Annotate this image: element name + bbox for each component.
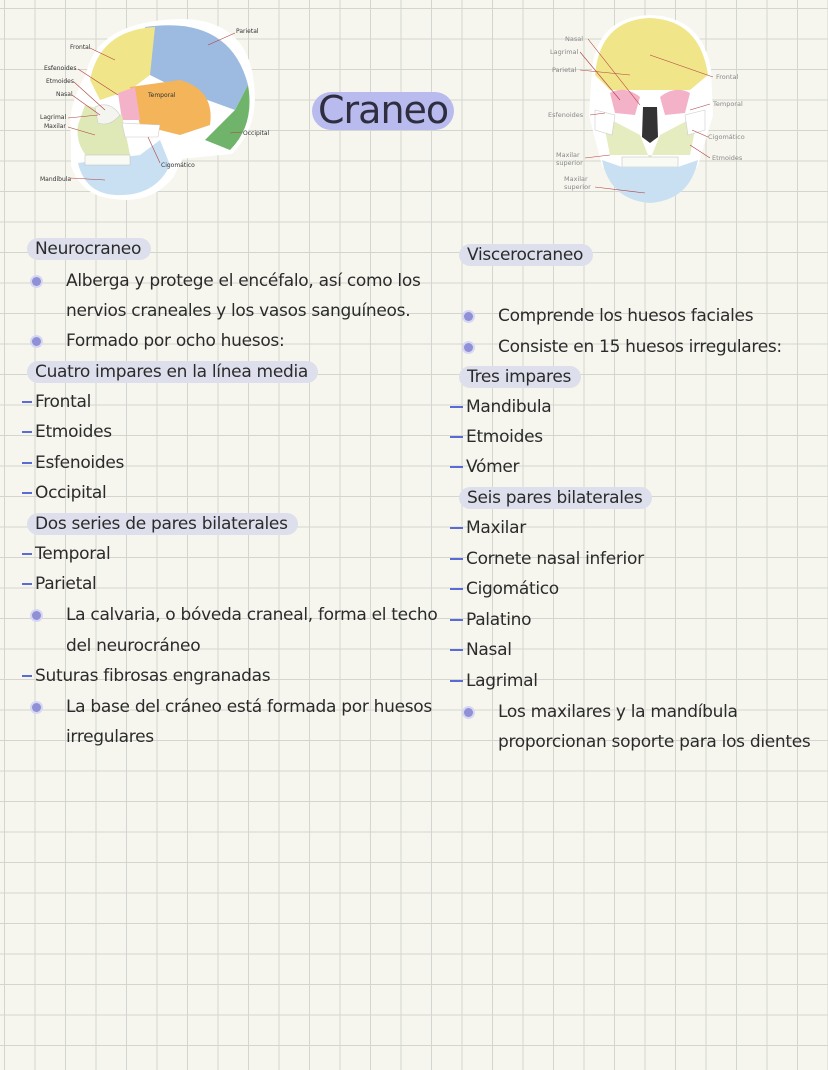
label-esfenoides: Esfenoides	[548, 111, 584, 119]
neuro-item-parietal: Parietal	[22, 573, 96, 595]
label-maxilar-superior-b: Maxilar	[564, 175, 588, 183]
label-etmoides: Etmoides	[46, 78, 74, 85]
label-frontal: Frontal	[716, 73, 739, 81]
visc-item-cigomatico: Cigomático	[450, 578, 559, 600]
bullet-dot	[32, 611, 41, 620]
label-nasal: Nasal	[565, 35, 584, 43]
bullet-dot	[464, 708, 473, 717]
label-maxilar: Maxilar	[44, 123, 66, 130]
visc-item-nasal: Nasal	[450, 639, 512, 661]
label-occipital: Occipital	[243, 130, 270, 137]
label-temporal: Temporal	[148, 92, 176, 99]
visc-item-lagrimal: Lagrimal	[450, 670, 538, 692]
neuro-bullet-4-line-2: irregulares	[66, 727, 154, 747]
label-cigomatico: Cigomático	[161, 162, 195, 169]
neuro-item-etmoides: Etmoides	[22, 421, 112, 443]
visc-item-cornete: Cornete nasal inferior	[450, 548, 644, 570]
visc-bullet-3-line-2: proporcionan soporte para los dientes	[498, 732, 811, 752]
neuro-subheading-pares: Dos series de pares bilaterales	[27, 513, 298, 535]
visc-subheading-impares: Tres impares	[459, 366, 581, 388]
bullet-dot	[464, 312, 473, 321]
bullet-dot	[32, 703, 41, 712]
neuro-subheading-impares: Cuatro impares en la línea media	[27, 361, 318, 383]
label-parietal: Parietal	[236, 28, 259, 35]
label-maxilar-superior-a2: superior	[556, 159, 583, 167]
visc-item-palatino: Palatino	[450, 609, 531, 631]
neuro-item-temporal: Temporal	[22, 543, 110, 565]
visc-item-vomer: Vómer	[450, 456, 519, 478]
label-nasal: Nasal	[56, 91, 73, 98]
viscerocraneo-heading: Viscerocraneo	[459, 244, 593, 266]
label-maxilar-superior-b2: superior	[564, 183, 591, 191]
neurocraneo-heading: Neurocraneo	[27, 238, 151, 260]
visc-item-etmoides: Etmoides	[450, 426, 543, 448]
visc-item-maxilar: Maxilar	[450, 517, 526, 539]
neuro-bullet-3-line-2: del neurocráneo	[66, 636, 201, 656]
label-mandibula: Mandíbula	[40, 176, 72, 183]
page-title: Craneo	[318, 88, 449, 132]
neuro-bullet-2: Formado por ocho huesos:	[66, 331, 285, 351]
neuro-item-suturas: Suturas fibrosas engranadas	[22, 665, 270, 687]
label-maxilar-superior-a: Maxilar	[556, 151, 580, 159]
skull-lateral-diagram	[30, 15, 290, 205]
neuro-item-esfenoides: Esfenoides	[22, 452, 124, 474]
visc-item-mandibula: Mandibula	[450, 396, 551, 418]
neuro-bullet-1-line-1: Alberga y protege el encéfalo, así como los	[66, 271, 421, 291]
visc-bullet-2: Consiste en 15 huesos irregulares:	[498, 337, 782, 357]
label-frontal: Frontal	[70, 44, 91, 51]
bullet-dot	[32, 337, 41, 346]
visc-bullet-1: Comprende los huesos faciales	[498, 306, 754, 326]
visc-bullet-3-line-1: Los maxilares y la mandíbula	[498, 702, 738, 722]
label-lagrimal: Lagrimal	[550, 48, 579, 56]
bullet-dot	[464, 343, 473, 352]
neuro-bullet-4-line-1: La base del cráneo está formada por huesos	[66, 697, 432, 717]
label-cigomatico: Cigomático	[708, 133, 745, 141]
label-lagrimal: Lagrimal	[40, 114, 67, 121]
neuro-bullet-1-line-2: nervios craneales y los vasos sanguíneos.	[66, 301, 411, 321]
visc-subheading-pares: Seis pares bilaterales	[459, 487, 652, 509]
neuro-item-occipital: Occipital	[22, 482, 106, 504]
label-esfenoides: Esfenoides	[44, 65, 77, 72]
label-parietal: Parietal	[552, 66, 577, 74]
label-etmoides: Etmoides	[712, 154, 743, 162]
bullet-dot	[32, 277, 41, 286]
neuro-item-frontal: Frontal	[22, 391, 91, 413]
label-temporal: Temporal	[713, 100, 743, 108]
skull-frontal-diagram	[540, 15, 760, 205]
neuro-bullet-3-line-1: La calvaria, o bóveda craneal, forma el techo	[66, 605, 438, 625]
